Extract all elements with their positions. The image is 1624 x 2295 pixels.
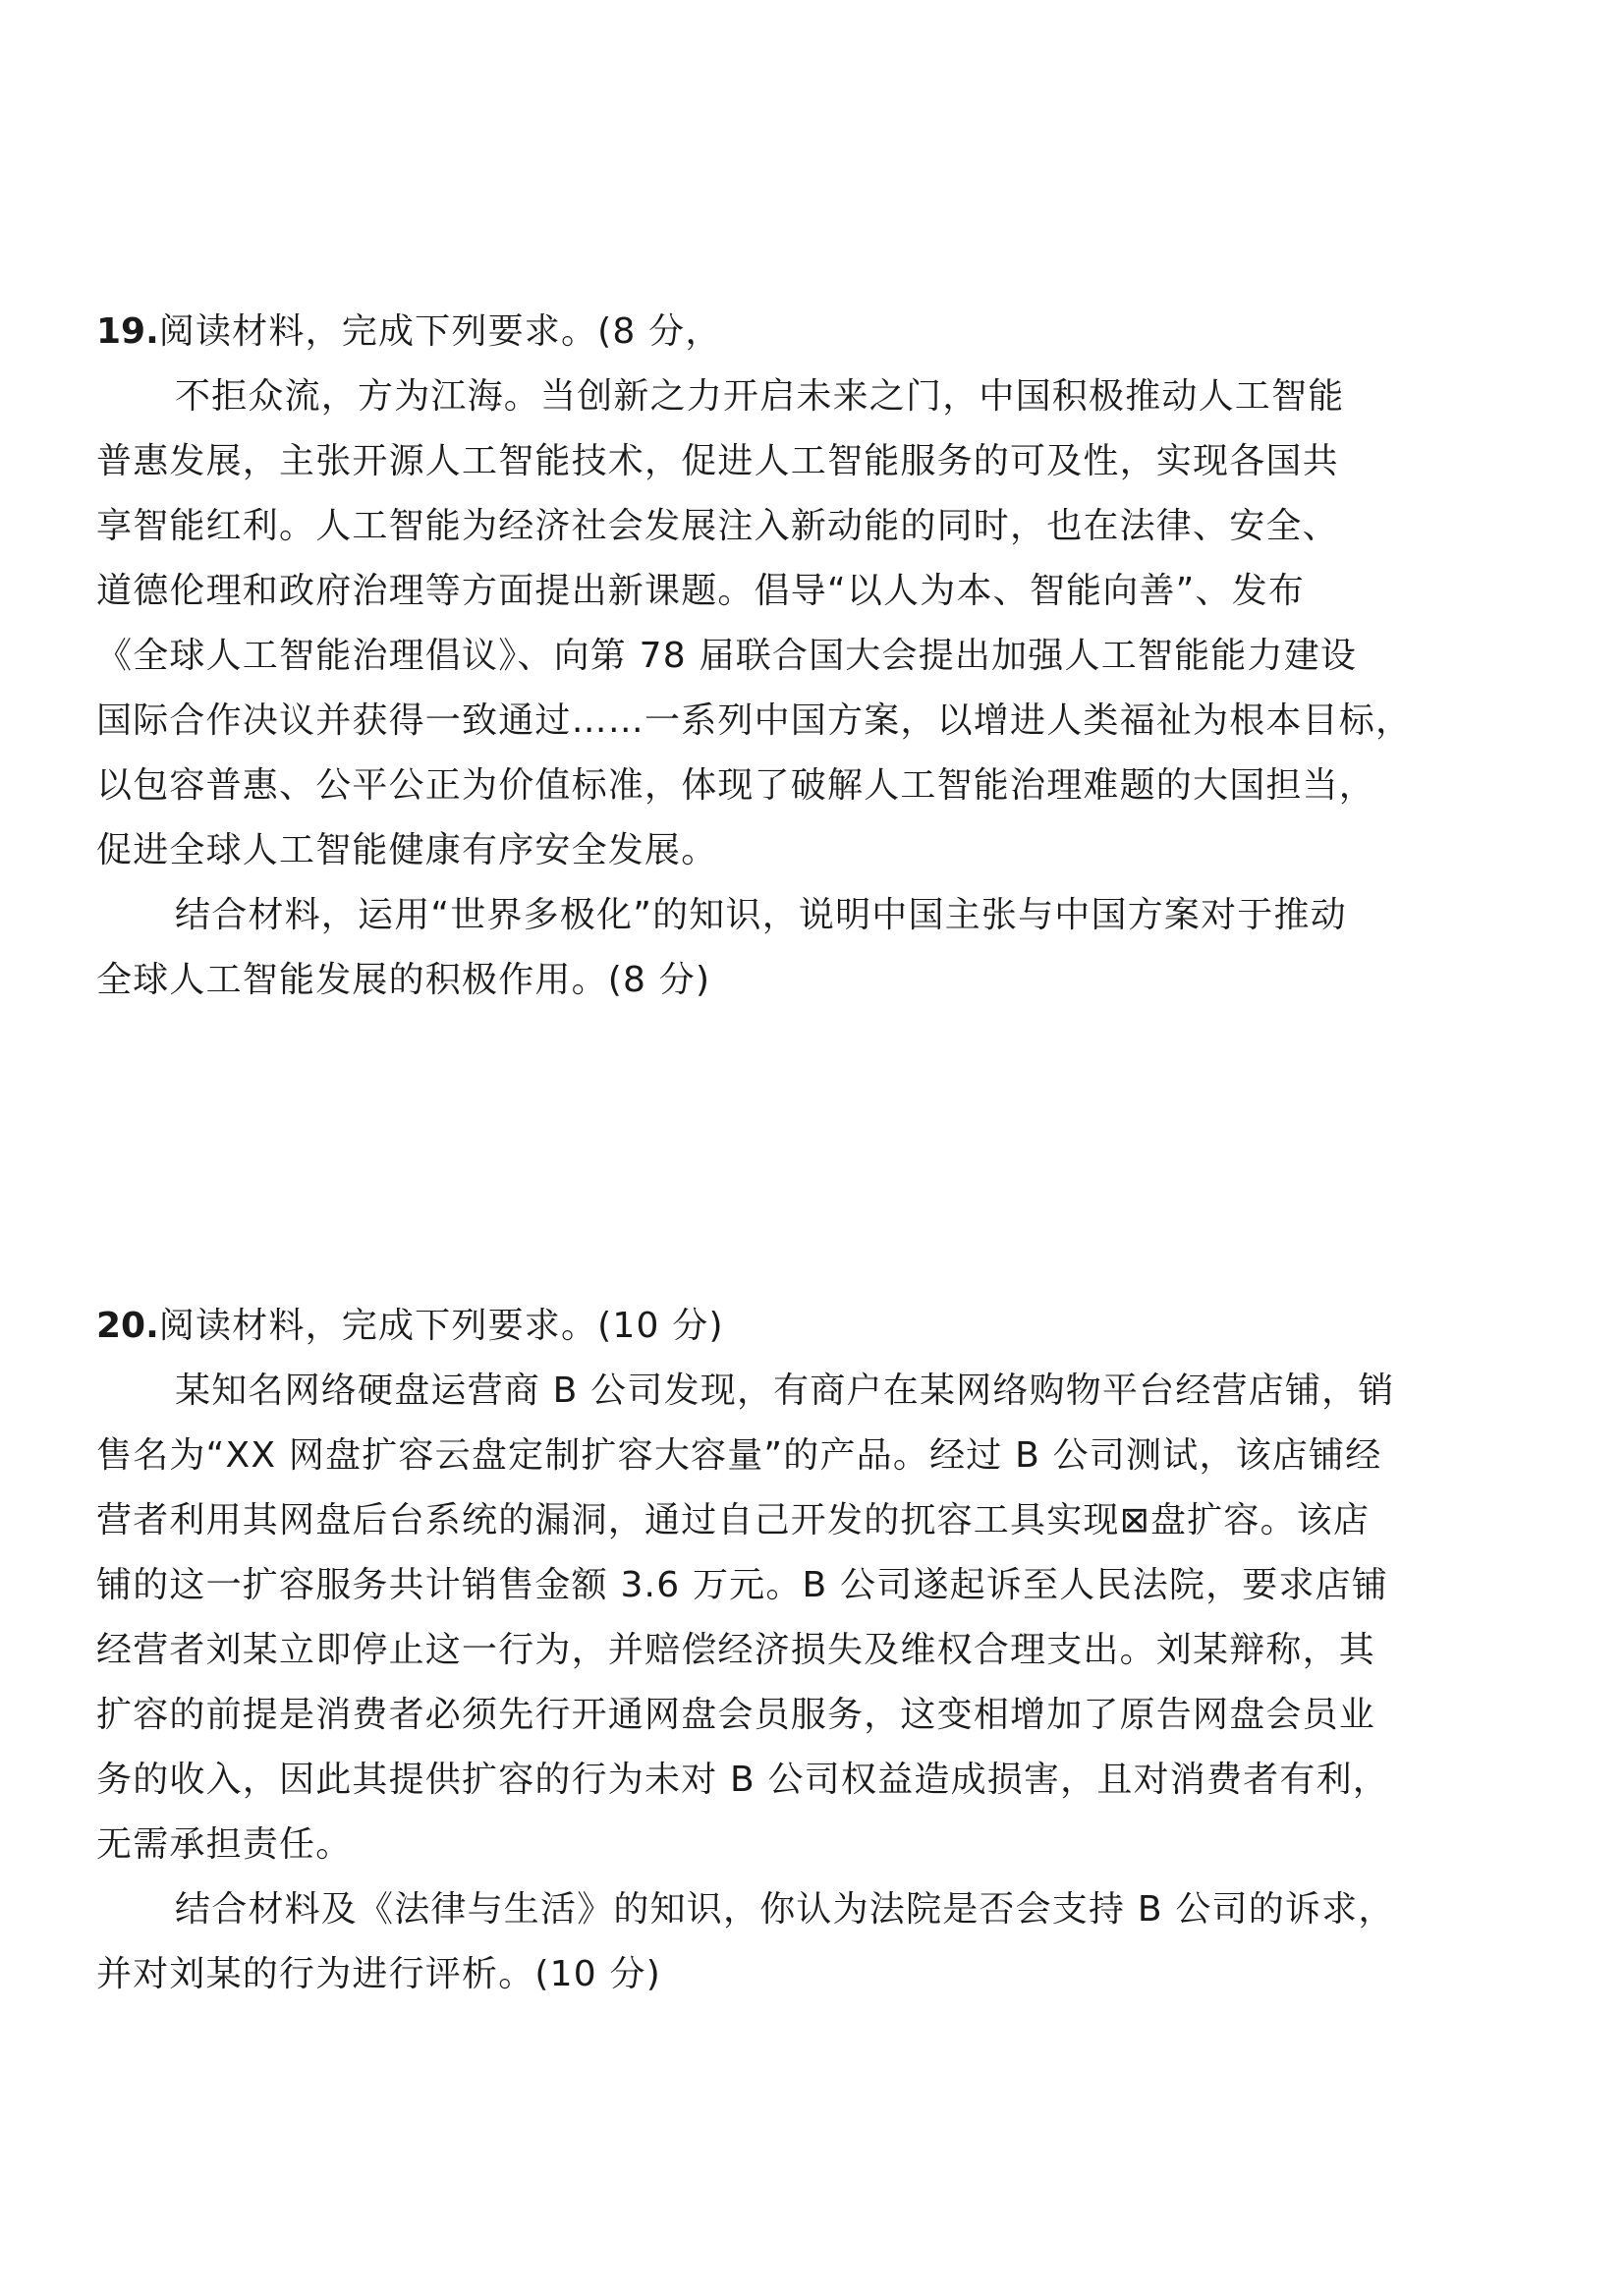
material-line: 享智能红利。人工智能为经济社会发展注入新动能的同时，也在法律、安全、: [96, 506, 1339, 546]
question-number: 19.: [96, 311, 159, 352]
task-line: 并对刘某的行为进行评析。(10 分): [96, 1954, 661, 1994]
task-line: 结合材料，运用“世界多极化”的知识，说明中国主张与中国方案对于推动: [175, 895, 1347, 935]
task-line: 结合材料及《法律与生活》的知识，你认为法院是否会支持 B 公司的诉求，: [175, 1889, 1395, 1930]
material-line: 铺的这一扩容服务共计销售金额 3.6 万元。B 公司遂起诉至人民法院，要求店铺: [96, 1565, 1389, 1605]
task-line: 全球人工智能发展的积极作用。(8 分): [96, 960, 711, 1000]
question-heading: [96, 1294, 1570, 1359]
material-line: 不拒众流，方为江海。当创新之力开启未来之门，中国积极推动人工智能: [175, 376, 1345, 417]
material-line: 务的收入，因此其提供扩容的行为未对 B 公司权益造成损害，且对消费者有利，: [96, 1760, 1389, 1800]
material-line: 某知名网络硬盘运营商 B 公司发现，有商户在某网络购物平台经营店铺，销: [175, 1371, 1395, 1411]
material-line: 促进全球人工智能健康有序安全发展。: [96, 830, 718, 870]
material-line: 《全球人工智能治理倡议》、向第 78 届联合国大会提出加强人工智能能力建设: [96, 636, 1358, 676]
question-prompt: 阅读材料，完成下列要求。(10 分): [158, 1306, 724, 1346]
material-line: 无需承担责任。: [96, 1824, 353, 1865]
material-line: 营者利用其网盘后台系统的漏洞，通过自己开发的扤容工具实现⊠盘扩容。该店: [96, 1500, 1371, 1540]
question-20: [96, 1294, 1570, 2007]
question-19: [96, 300, 1570, 1013]
material-line: 国际合作决议并获得一致通过……一系列中国方案，以增进人类福祉为根本目标，: [96, 700, 1413, 741]
material-line: 道德伦理和政府治理等方面提出新课题。倡导“以人为本、智能向善”、发布: [96, 571, 1306, 611]
material-line: 售名为“XX 网盘扩容云盘定制扩容大容量”的产品。经过 B 公司测试，该店铺经: [96, 1435, 1382, 1476]
question-number: 20.: [96, 1306, 159, 1346]
material-line: 普惠发展，主张开源人工智能技术，促进人工智能服务的可及性，实现各国共: [96, 441, 1339, 481]
material-line: 扩容的前提是消费者必须先行开通网盘会员服务，这变相增加了原告网盘会员业: [96, 1695, 1376, 1735]
material-line: 经营者刘某立即停止这一行为，并赔偿经济损失及维权合理支出。刘某辩称，其: [96, 1630, 1376, 1670]
question-prompt: 阅读材料，完成下列要求。(8 分，: [158, 311, 722, 352]
material-line: 以包容普惠、公平公正为价值标准，体现了破解人工智能治理难题的大国担当，: [96, 765, 1376, 806]
question-heading: [96, 300, 1570, 364]
